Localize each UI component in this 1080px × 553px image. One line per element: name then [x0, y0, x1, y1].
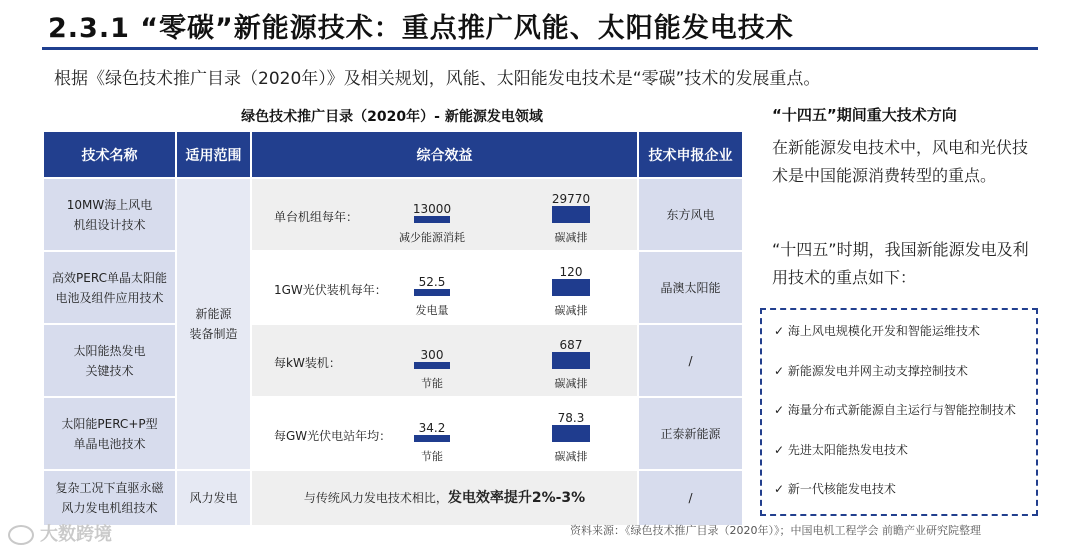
header-benefit: 综合效益: [251, 131, 638, 178]
benefit-chart: [252, 252, 637, 323]
bar-a: [414, 362, 450, 369]
value-a: 52.5: [418, 275, 446, 289]
table-row: [43, 251, 743, 324]
focus-list: [760, 308, 1038, 516]
caption-b: 碳减排: [554, 450, 588, 463]
company-cell: 东方风电: [638, 178, 743, 251]
value-b: 120: [559, 265, 583, 279]
tech-name-cell: [43, 397, 176, 470]
side-title: “十四五”期间重大技术方向: [772, 106, 957, 124]
tech-name-line: 关键技术: [85, 363, 134, 378]
watermark-text: 大数跨境: [40, 524, 112, 545]
bar-b: [552, 206, 590, 223]
company-cell: /: [638, 324, 743, 397]
caption-b: 碳减排: [554, 377, 588, 390]
bar-b: [552, 352, 590, 369]
table-caption: 绿色技术推广目录（2020年）- 新能源发电领域: [241, 109, 543, 125]
header-company: 技术申报企业: [638, 131, 743, 178]
caption-a: 减少能源消耗: [399, 231, 465, 244]
value-a: 34.2: [418, 421, 446, 435]
benefit-chart: [252, 325, 637, 396]
caption-b: 碳减排: [554, 231, 588, 244]
value-a: 300: [420, 348, 444, 362]
caption-b: 碳减排: [554, 304, 588, 317]
tech-name-cell: [43, 470, 176, 526]
caption-a: 节能: [421, 377, 443, 390]
side-paragraph-1: 在新能源发电技术中，风电和光伏技术是中国能源消费转型的重点。: [772, 138, 1029, 185]
source-note: 资料来源：《绿色技术推广目录（2020年）》；中国电机工程学会 前瞻产业研究院整理: [570, 524, 981, 537]
benefit-cell: [251, 178, 638, 251]
scope-cell: [176, 178, 251, 470]
tech-name-line: 电池及组件应用技术: [55, 290, 164, 305]
bar-a: [414, 289, 450, 296]
benefit-label: 每GW光伏电站年均：: [274, 429, 392, 443]
tech-name-line: 太阳能热发电: [73, 343, 146, 358]
benefit-label: 1GW光伏装机每年：: [274, 283, 387, 297]
bar-a: [414, 435, 450, 442]
intro-text: 根据《绿色技术推广目录（2020年）》及相关规划，风能、太阳能发电技术是“零碳”技术的发展重点。: [54, 69, 821, 89]
focus-item: ✓ 先进太阳能热发电技术: [774, 442, 908, 457]
scope-cell: 风力发电: [176, 470, 251, 526]
page-title: 2.3.1 “零碳”新能源技术：重点推广风能、太阳能发电技术: [48, 13, 794, 44]
tech-name-cell: [43, 178, 176, 251]
tech-name-line: 复杂工况下直驱永磁: [55, 481, 164, 495]
benefit-highlight: 发电效率提升2%-3%: [447, 490, 586, 506]
tech-name-cell: [43, 251, 176, 324]
value-b: 687: [559, 338, 583, 352]
benefit-cell: [251, 397, 638, 470]
table-row: [43, 397, 743, 470]
focus-item: ✓ 新能源发电并网主动支撑控制技术: [774, 363, 968, 378]
focus-item: ✓ 新一代核能发电技术: [774, 482, 896, 496]
value-b: 78.3: [557, 411, 585, 425]
focus-item: ✓ 海上风电规模化开发和智能运维技术: [774, 324, 980, 338]
benefit-chart: [252, 179, 637, 250]
benefit-cell: [251, 324, 638, 397]
tech-name-line: 机组设计技术: [73, 217, 146, 232]
caption-a: 发电量: [415, 304, 449, 317]
tech-name-line: 10MW海上风电: [66, 197, 153, 212]
caption-a: 节能: [421, 450, 443, 463]
tech-name-cell: [43, 324, 176, 397]
tech-name-line: 单晶电池技术: [73, 436, 146, 451]
table-row: [43, 178, 743, 251]
benefit-cell: [251, 251, 638, 324]
benefit-label: 单台机组每年：: [274, 210, 359, 224]
focus-item: ✓ 海量分布式新能源自主运行与智能控制技术: [774, 403, 1016, 417]
value-a: 13000: [412, 202, 452, 216]
tech-name-line: 风力发电机组技术: [61, 501, 158, 515]
watermark-logo-icon: [8, 525, 34, 545]
benefit-cell: [251, 470, 638, 526]
watermark: [8, 520, 112, 546]
header-scope: 适用范围: [176, 131, 251, 178]
scope-line: 新能源: [195, 307, 232, 321]
tech-name-line: 高效PERC单晶太阳能: [52, 270, 167, 285]
benefit-prefix: 与传统风力发电技术相比，: [303, 491, 448, 505]
company-cell: 正泰新能源: [638, 397, 743, 470]
tech-name-line: 太阳能PERC+P型: [61, 416, 158, 431]
benefit-label: 每kW装机：: [274, 356, 341, 370]
tech-table: [42, 130, 744, 527]
bar-b: [552, 425, 590, 442]
scope-line: 装备制造: [189, 327, 238, 341]
side-paragraph-2: “十四五”时期，我国新能源发电及利用技术的重点如下：: [772, 240, 1029, 287]
bar-a: [414, 216, 450, 223]
company-cell: /: [638, 470, 743, 526]
bar-b: [552, 279, 590, 296]
benefit-chart: [252, 398, 637, 469]
company-cell: 晶澳太阳能: [638, 251, 743, 324]
value-b: 29770: [551, 192, 591, 206]
header-tech-name: 技术名称: [43, 131, 176, 178]
title-divider: [42, 47, 1038, 50]
table-row: [43, 470, 743, 526]
table-row: [43, 324, 743, 397]
